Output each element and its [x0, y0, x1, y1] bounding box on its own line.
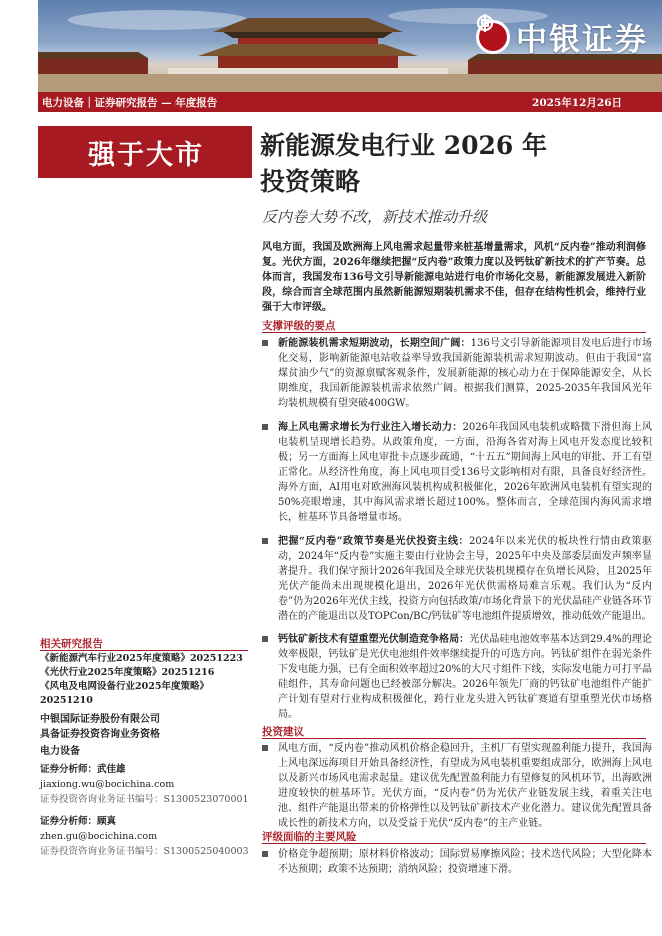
risk-body: 价格竞争超预期；原材料价格波动；国际贸易摩擦风险；技术迭代风险；大型化降本不达预期；政策不达预期；消纳风险；投资增速下滑。 [278, 849, 652, 875]
title-line-1: 新能源发电行业 2026 年 [260, 131, 547, 160]
related-report-item[interactable]: 《光伏行业2025年度策略》20251216 [40, 667, 215, 678]
related-reports-heading: 相关研究报告 [40, 638, 103, 650]
key-point-item [262, 632, 652, 722]
report-date: 2025年12月26日 [532, 96, 622, 109]
key-point-lead: 把握“反内卷”政策节奏是光伏投资主线： [278, 536, 470, 547]
brand-logo [476, 14, 648, 59]
analyst-block [40, 762, 249, 807]
key-point-lead: 新能源装机需求短期波动，长期空间广阔： [278, 338, 471, 349]
risks-heading: 评级面临的主要风险 [262, 831, 357, 843]
related-report-item[interactable]: 《新能源汽车行业2025年度策略》20251223 [40, 653, 243, 664]
key-points-heading: 支撑评级的要点 [262, 320, 336, 332]
report-subtitle: 反内卷大势不改，新技术推动升级 [262, 208, 488, 226]
square-bullet-icon [262, 538, 268, 544]
key-points-divider [262, 332, 646, 333]
title-line-2: 投资策略 [260, 167, 361, 196]
boc-coin-logo-icon [476, 20, 510, 54]
key-point-item [262, 336, 652, 411]
key-point-item [262, 534, 652, 624]
related-report-item[interactable]: 《风电及电网设备行业2025年度策略》20251210 [40, 681, 209, 706]
brand-name: 中银证券 [516, 22, 648, 58]
rating-badge: 强于大市 [38, 126, 252, 178]
analyst-cert: 证券投资咨询业务证书编号：S1300523070001 [40, 794, 249, 805]
analyst-name: 证券分析师：武佳雄 [40, 764, 126, 775]
square-bullet-icon [262, 424, 268, 430]
key-point-body: 136号文引导新能源项目发电后进行市场化交易，影响新能源电站收益率导致我国新能源装机需求短期波动。但由于我国“富煤贫油少气”的资源禀赋客观条件，发展新能源的核心动力在于保障能源安全，从长期维度，我国新能源装机需求依然广阔。根据我们测算，2025-2035年我国风光年均装机规模有望突破400GW。 [278, 338, 653, 409]
left-sidebar [38, 112, 252, 936]
key-point-body: 光伏晶硅电池效率基本达到29.4%的理论效率极限，钙钛矿是光伏电池组件效率继续提升的可选方向。钙钛矿组件在弱光条件下发电能力强，已有全面积效率超过20%的大尺寸组件下线，实际发电能力可打平晶硅组件，其寿命问题也已经被部分解决。2026年领先厂商的钙钛矿电池组件产能扩产计划有望对行业构成积极催化，跨行业龙头进入钙钛矿赛道有望重塑光伏市场格局。 [278, 634, 652, 720]
investment-body: 风电方面，“反内卷”推动风机价格企稳回升，主机厂有望实现盈利能力提升，我国海上风电深远海项目开始具备经济性，有望成为风电装机重要组成部分，欧洲海上风电以及新兴市场风电需求起量。建议优先配置盈利能力有望修复的风机环节，出海欧洲进度较快的桩基环节。光伏方面，“反内卷”仍为光伏产业链发展主线，着重关注电池、组件产能退出带来的价格弹性以及钙钛矿新技术产业化潜力。建议优先配置具备成长性的新技术方向，以及受益于光伏“反内卷”的主产业链。 [278, 743, 652, 829]
company-qualification: 具备证券投资咨询业务资格 [40, 729, 160, 740]
key-point-body: 2024年以来光伏的板块性行情由政策驱动，2024年“反内卷”实施主要由行业协会主导，2025年中央及部委层面发声频率显著提升。我们保守预计2026年我国及全球光伏装机规模存在负增长风险，且2025年光伏产能尚未出现规模化退出，2026年光伏供需格局难言乐观。我们认为“反内卷”仍为2026年光伏主线，投资方向包括政策/市场化背景下的光伏晶硅产业链各环节潜在的产能退出以及TOPCon/BC/钙钛矿等电池组件提质增效，推动低效产能退出。 [278, 536, 652, 622]
square-bullet-icon [262, 851, 268, 857]
company-name: 中银国际证券股份有限公司 [40, 714, 160, 725]
square-bullet-icon [262, 636, 268, 642]
investment-heading: 投资建议 [262, 726, 304, 738]
key-point-body: 2026年我国风电装机或略微下滑但海上风电装机呈现增长趋势。从政策角度，一方面，沿海各省对海上风电开发态度比较积极；另一方面海上风电审批卡点逐步疏通，“十五五”期间海上风电的审批、开工有望正常化。从经济性角度，海上风电项目受136号文影响相对有限，具备良好经济性。海外方面，AI用电对欧洲海风装机构成积极催化，2026年欧洲风电装机有望实现的50%亮眼增速，其中海风需求增长超过100%。整体而言，全球范围内海风需求增长，桩基环节具备增量市场。 [278, 422, 653, 523]
risks-divider [262, 843, 646, 844]
investment-item [262, 741, 652, 831]
summary-paragraph: 风电方面，我国及欧洲海上风电需求起量带来桩基增量需求，风机“反内卷”推动利润修复。光伏方面，2026年继续把握“反内卷”政策力度以及钙钛矿新技术的扩产节奏。总体而言，我国发布136号文引导新能源电站进行电价市场化交易，新能源发展进入新阶段，综合而言全球范围内虽然新能源短期装机需求不佳，但存在结构性机会，维持行业强于大市评级。 [262, 242, 646, 313]
square-bullet-icon [262, 340, 268, 346]
risk-item [262, 847, 652, 877]
key-point-lead: 海上风电需求增长为行业注入增长动力： [278, 422, 463, 433]
analyst-email[interactable]: zhen.gu@bocichina.com [40, 831, 158, 842]
analyst-name: 证券分析师：顾真 [40, 816, 117, 827]
key-point-item [262, 420, 652, 525]
analyst-email[interactable]: jiaxiong.wu@bocichina.com [40, 779, 175, 790]
square-bullet-icon [262, 745, 268, 751]
sector-label: 电力设备 [40, 746, 80, 757]
report-category: 电力设备｜证券研究报告 — 年度报告 [42, 96, 218, 109]
related-divider [40, 650, 248, 651]
analyst-cert: 证券投资咨询业务证书编号：S1300525040003 [40, 846, 249, 857]
key-point-lead: 钙钛矿新技术有望重塑光伏制造竞争格局： [278, 634, 470, 645]
report-header-bar [38, 92, 662, 112]
investment-divider [262, 738, 646, 739]
analyst-block [40, 814, 249, 859]
header-banner-image [38, 0, 662, 92]
report-title [260, 128, 660, 200]
